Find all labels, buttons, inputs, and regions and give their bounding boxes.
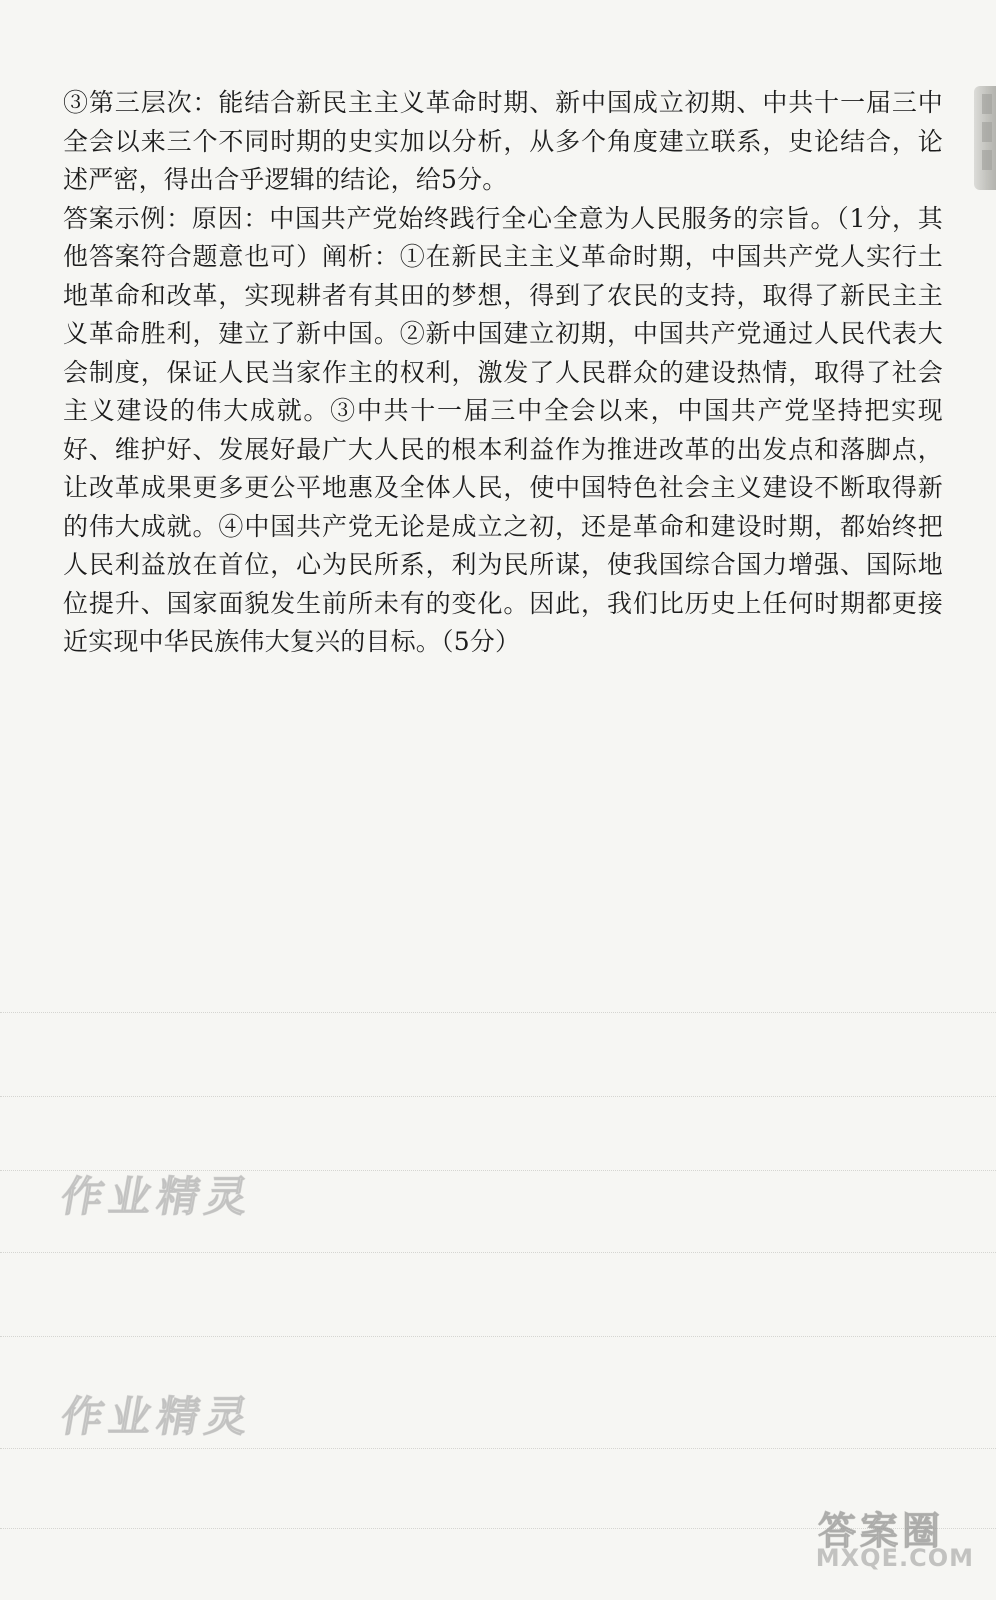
page-edge-tab: [974, 86, 996, 190]
watermark-text: 作业精灵: [57, 1172, 258, 1221]
logo-url-text: MXQE.COM: [815, 1544, 974, 1572]
scoring-level-paragraph: ③第三层次：能结合新民主主义革命时期、新中国成立初期、中共十一届三中全会以来三个不同时期的史实加以分析，从多个角度建立联系，史论结合，论述严密，得出合乎逻辑的结论，给5分。: [63, 88, 943, 194]
edge-tab-mark: [982, 94, 992, 114]
scan-noise-line: [0, 1448, 996, 1450]
logo-seal-text: 答案圈: [818, 1509, 945, 1553]
site-logo: [778, 1500, 978, 1572]
watermark-text: 作业精灵: [57, 1392, 258, 1441]
scan-noise-line: [0, 1012, 996, 1014]
scan-noise-line: [0, 1336, 996, 1338]
scan-noise-line: [0, 1252, 996, 1254]
answer-example-paragraph: 答案示例：原因：中国共产党始终践行全心全意为人民服务的宗旨。（1分，其他答案符合题意也可）阐析：①在新民主主义革命时期，中国共产党人实行土地革命和改革，实现耕者有其田的梦想，得到了农民的支持，取得了新民主主义革命胜利，建立了新中国。②新中国建立初期，中国共产党通过人民代表大会制度，保证人民当家作主的权利，激发了人民群众的建设热情，取得了社会主义建设的伟大成就。③中共十一届三中全会以来，中国共产党坚持把实现好、维护好、发展好最广大人民的根本利益作为推进改革的出发点和落脚点，让改革成果更多更公平地惠及全体人民，使中国特色社会主义建设不断取得新的伟大成就。④中国共产党无论是成立之初，还是革命和建设时期，都始终把人民利益放在首位，心为民所系，利为民所谋，使我国综合国力增强、国际地位提升、国家面貌发生前所未有的变化。因此，我们比历史上任何时期都更接近实现中华民族伟大复兴的目标。（5分）: [63, 203, 943, 656]
edge-tab-mark: [982, 122, 992, 142]
scan-noise-line: [0, 1096, 996, 1098]
edge-tab-mark: [982, 150, 992, 170]
answer-content: [63, 84, 943, 662]
